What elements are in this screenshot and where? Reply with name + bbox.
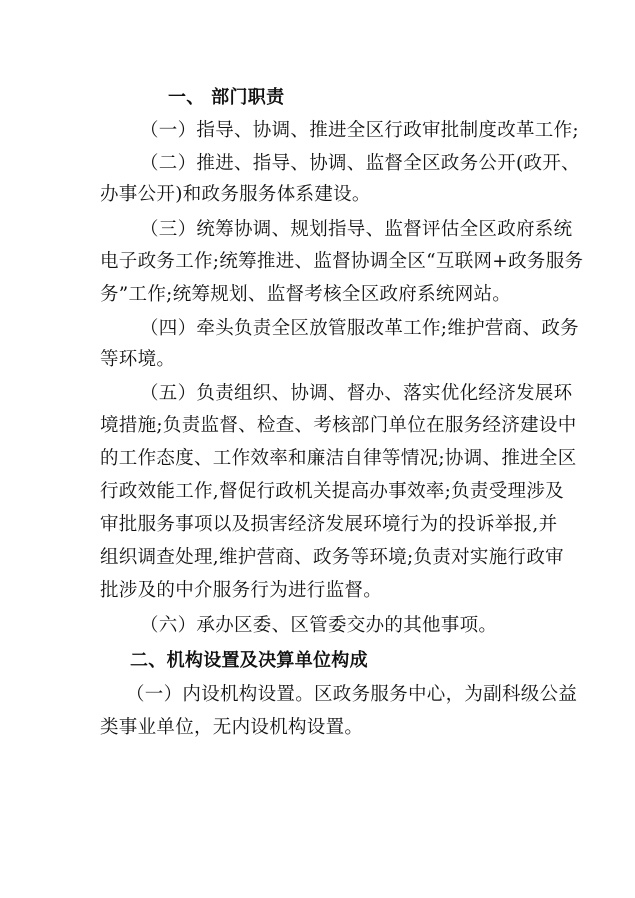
paragraph-line: （六）承办区委、区管委交办的其他事项。 (140, 615, 498, 636)
paragraph-line: 行政效能工作,督促行政机关提高办事效率;负责受理涉及 (100, 481, 564, 502)
paragraph-line: 务”工作;统筹规划、监督考核全区政府系统网站。 (100, 284, 512, 305)
paragraph-line: 办事公开)和政务服务体系建设。 (100, 184, 371, 205)
paragraph-line: （五）负责组织、协调、督办、落实优化经济发展环 (140, 383, 573, 404)
paragraph-line: 的工作态度、工作效率和廉洁自律等情况;协调、推进全区 (100, 448, 577, 469)
section-heading-duties: 一、 部门职责 (168, 87, 285, 108)
paragraph-line: 类事业单位，无内设机构设置。 (100, 717, 364, 738)
paragraph-line: （四）牵头负责全区放管服改革工作;维护营商、政务 (140, 318, 579, 339)
paragraph-line: 电子政务工作;统筹推进、监督协调全区“互联网+政务服务 (100, 251, 584, 272)
paragraph-line: （一）内设机构设置。区政务服务中心，为副科级公益 (126, 684, 578, 705)
paragraph-line: 批涉及的中介服务行为进行监督。 (100, 580, 383, 601)
paragraph-line: 组织调查处理,维护营商、政务等环境;负责对实施行政审 (100, 547, 564, 568)
paragraph-line: （二）推进、指导、协调、监督全区政务公开(政开、 (140, 153, 580, 174)
paragraph-line: 审批服务事项以及损害经济发展环境行为的投诉举报,并 (100, 514, 558, 535)
paragraph-line: （三）统筹协调、规划指导、监督评估全区政府系统 (140, 219, 573, 240)
paragraph-line: 等环境。 (100, 349, 176, 370)
section-heading-organization: 二、机构设置及决算单位构成 (130, 650, 368, 671)
paragraph-line: （一）指导、协调、推进全区行政审批制度改革工作; (140, 120, 579, 141)
paragraph-line: 境措施;负责监督、检查、考核部门单位在服务经济建设中 (100, 415, 577, 436)
